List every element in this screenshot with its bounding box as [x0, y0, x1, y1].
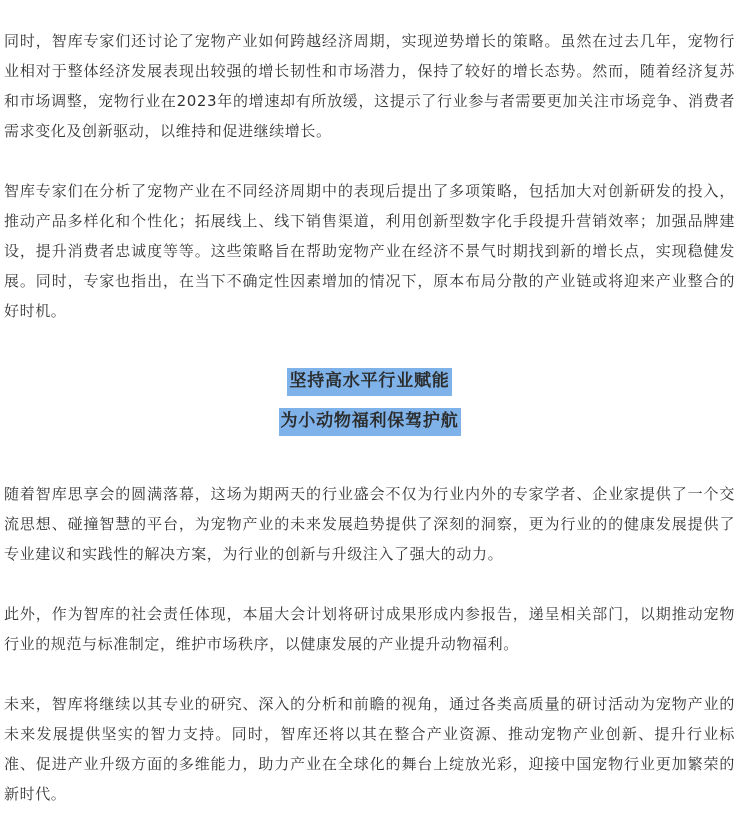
section-heading-text-2: 为小动物福利保驾护航: [279, 408, 461, 436]
section-heading: [4, 361, 735, 441]
paragraph-spacer: [4, 326, 735, 361]
paragraph-social-responsibility: 此外，作为智库的社会责任体现，本届大会计划将研讨成果形成内参报告，递呈相关部门，以期推动宠物行业的规范与标准制定，维护市场秩序，以健康发展的产业提升动物福利。: [4, 605, 735, 653]
section-heading-line-1: [4, 361, 735, 401]
paragraph-spacer: [4, 146, 735, 176]
paragraph-spacer: [4, 569, 735, 599]
paragraph-future-outlook: 未来，智库将继续以其专业的研究、深入的分析和前瞻的视角，通过各类高质量的研讨活动为宠物产业的未来发展提供坚实的智力支持。同时，智库还将以其在整合产业资源、推动宠物产业创新、提升行业标准、促进产业升级方面的多维能力，助力产业在全球化的舞台上绽放光彩，迎接中国宠物行业更加繁荣的新时代。: [4, 695, 735, 803]
paragraph-economic-cycles: 同时，智库专家们还讨论了宠物产业如何跨越经济周期，实现逆势增长的策略。虽然在过去几年，宠物行业相对于整体经济发展表现出较强的增长韧性和市场潜力，保持了较好的增长态势。然而，随着经济复苏和市场调整，宠物行业在2023年的增速却有所放缓，这提示了行业参与者需要更加关注市场竞争、消费者需求变化及创新驱动，以维持和促进继续增长。: [4, 32, 735, 140]
paragraph-spacer: [4, 659, 735, 689]
paragraph-spacer: [4, 441, 735, 479]
paragraph-event-conclusion: 随着智库思享会的圆满落幕，这场为期两天的行业盛会不仅为行业内外的专家学者、企业家提供了一个交流思想、碰撞智慧的平台，为宠物产业的未来发展趋势提供了深刻的洞察，更为行业的的健康发展提供了专业建议和实践性的解决方案，为行业的创新与升级注入了强大的动力。: [4, 485, 735, 563]
paragraph-strategies: 智库专家们在分析了宠物产业在不同经济周期中的表现后提出了多项策略，包括加大对创新研发的投入，推动产品多样化和个性化；拓展线上、线下销售渠道，利用创新型数字化手段提升营销效率；加强品牌建设，提升消费者忠诚度等等。这些策略旨在帮助宠物产业在经济不景气时期找到新的增长点，实现稳健发展。同时，专家也指出，在当下不确定性因素增加的情况下，原本布局分散的产业链或将迎来产业整合的好时机。: [4, 182, 735, 320]
section-heading-line-2: [4, 401, 735, 441]
section-heading-text-1: 坚持高水平行业赋能: [287, 368, 451, 396]
